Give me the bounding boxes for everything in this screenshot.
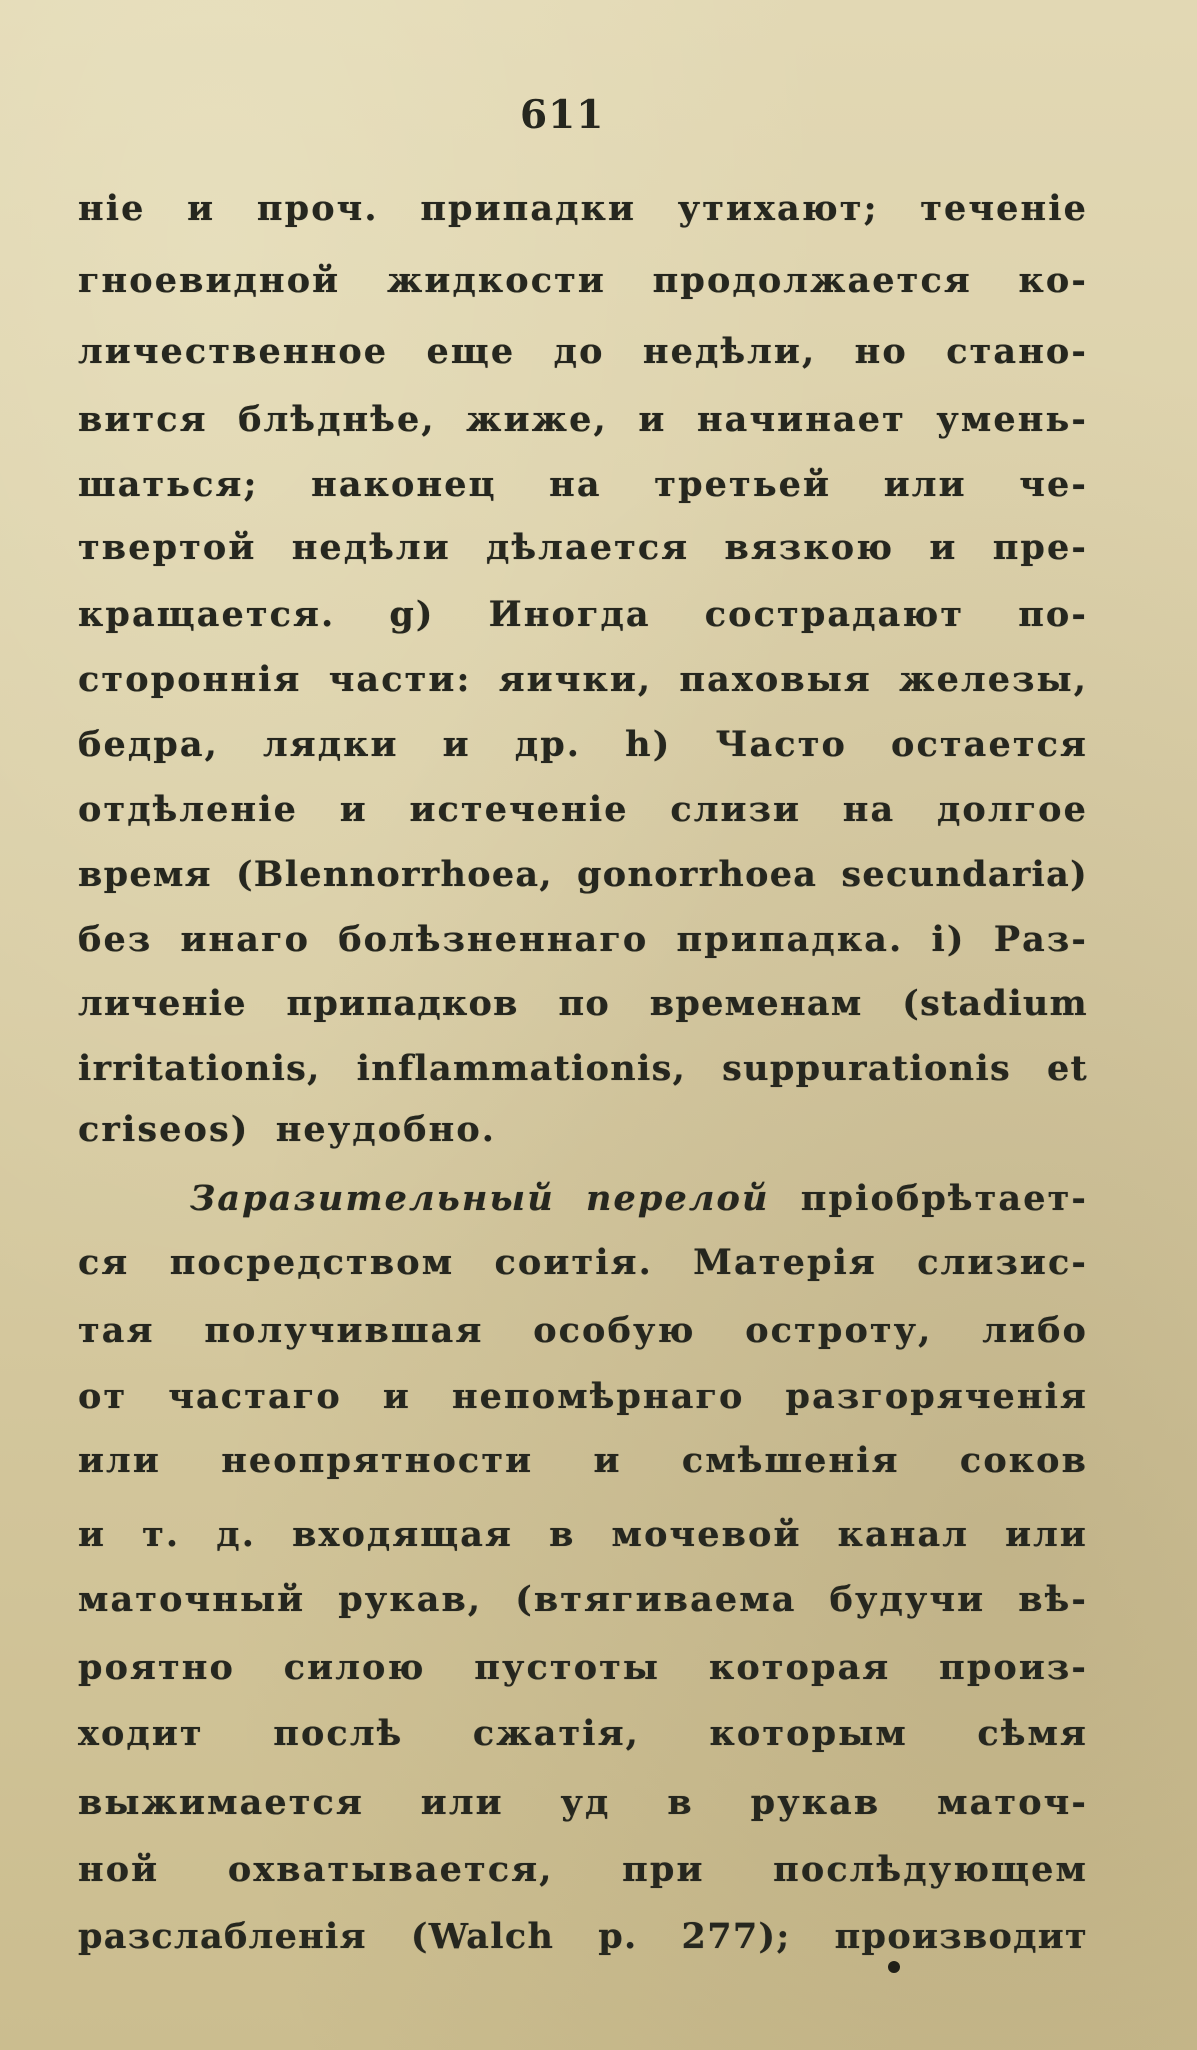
text-line: разслабленія (Walch p. 277); производит (78, 1916, 1088, 1957)
text-line: ной охватывается, при послѣдующем (78, 1849, 1088, 1890)
ink-dot (888, 1961, 900, 1973)
text-line: личеніе припадков по временам (stadium (78, 983, 1088, 1024)
text-line-last: criseos) неудобно. (78, 1109, 497, 1150)
text-line: время (Blennorrhoea, gonorrhoea secundaria) (78, 854, 1088, 895)
text-line: тая получившая особую остроту, либо (78, 1310, 1088, 1351)
text-line: бедра, лядки и др. h) Часто остается (78, 724, 1088, 765)
text-line: без инаго болѣзненнаго припадка. i) Раз- (78, 919, 1088, 960)
text-line: ся посредством соитія. Матерія слизис- (78, 1242, 1088, 1283)
text-line: шаться; наконец на третьей или че- (78, 464, 1088, 505)
text-line: отдѣленіе и истеченіе слизи на долгое (78, 789, 1088, 830)
text-line: и т. д. входящая в мочевой канал или (78, 1514, 1088, 1555)
text-line: вится блѣднѣе, жиже, и начинает умень- (78, 399, 1088, 440)
text-line: роятно силою пустоты которая произ- (78, 1647, 1088, 1688)
text-line: личественное еще до недѣли, но стано- (78, 331, 1088, 372)
text-line: ходит послѣ сжатія, которым сѣмя (78, 1713, 1088, 1754)
text-fragment: пріобрѣтает- (769, 1178, 1088, 1219)
text-line: ніе и проч. припадки утихают; теченіе (78, 188, 1088, 229)
text-line: от частаго и непомѣрнаго разгоряченія (78, 1376, 1088, 1417)
italic-term: Заразительный перелой (190, 1178, 770, 1219)
page-number: 611 (520, 92, 605, 138)
text-line: стороннія части: яички, паховыя железы, (78, 659, 1088, 700)
text-line: или неопрятности и смѣшенія соков (78, 1440, 1088, 1481)
text-line: irritationis, inflammationis, suppurationis et (78, 1048, 1088, 1089)
paragraph-opening-line (190, 1178, 1088, 1219)
text-line: гноевидной жидкости продолжается ко- (78, 260, 1088, 301)
text-line: выжимается или уд в рукав маточ- (78, 1782, 1088, 1823)
text-line: твертой недѣли дѣлается вязкою и пре- (78, 527, 1088, 568)
text-line: кращается. g) Иногда сострадают по- (78, 594, 1088, 635)
text-line: маточный рукав, (втягиваема будучи вѣ- (78, 1579, 1088, 1620)
